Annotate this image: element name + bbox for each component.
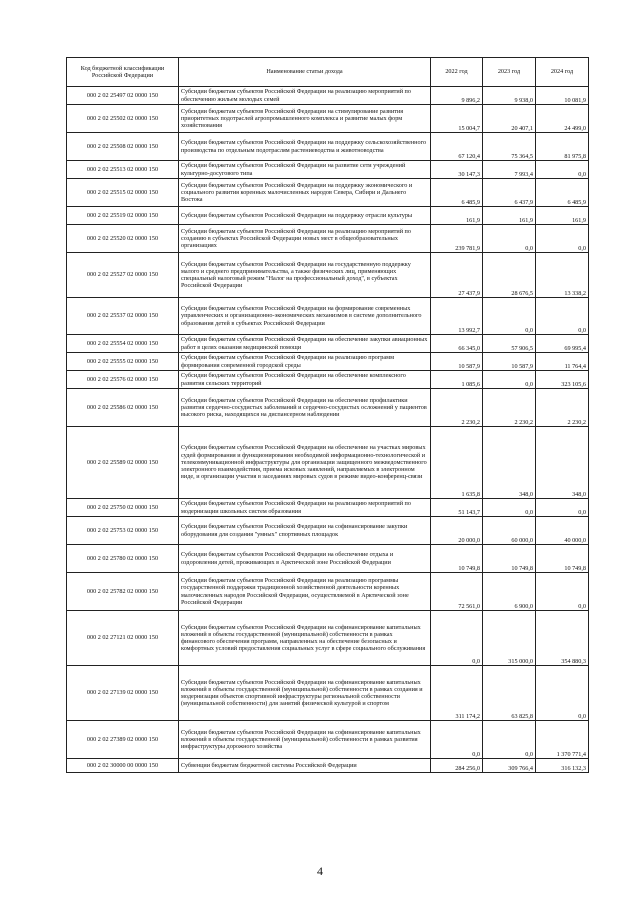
- header-2023: 2023 год: [483, 58, 536, 87]
- table-row: [67, 759, 589, 773]
- row-value-2022: 9 896,2: [431, 87, 483, 105]
- table-row: [67, 133, 589, 161]
- row-code: 000 2 02 25555 02 0000 150: [67, 353, 179, 371]
- row-value-2024: 0,0: [536, 499, 589, 517]
- row-name: Субсидии бюджетам субъектов Российской Федерации на реализацию мероприятий по обеспечению жильем молодых семей: [179, 87, 431, 105]
- row-code: 000 2 02 25750 02 0000 150: [67, 499, 179, 517]
- row-value-2023: 0,0: [483, 499, 536, 517]
- row-value-2023: 10 587,9: [483, 353, 536, 371]
- row-value-2023: 10 749,8: [483, 545, 536, 573]
- row-value-2024: 24 499,0: [536, 105, 589, 133]
- table-row: [67, 353, 589, 371]
- row-value-2023: 28 676,5: [483, 253, 536, 298]
- row-value-2022: 30 147,3: [431, 161, 483, 179]
- row-code: 000 2 02 25508 02 0000 150: [67, 133, 179, 161]
- row-code: 000 2 02 25589 02 0000 150: [67, 427, 179, 499]
- row-code: 000 2 02 25537 02 0000 150: [67, 298, 179, 335]
- table-row: [67, 179, 589, 207]
- row-value-2023: 348,0: [483, 427, 536, 499]
- row-name: Субсидии бюджетам субъектов Российской Федерации на реализацию программ формирования современной городской среды: [179, 353, 431, 371]
- row-value-2023: 20 407,1: [483, 105, 536, 133]
- row-value-2023: 309 766,4: [483, 759, 536, 773]
- row-code: 000 2 02 25780 02 0000 150: [67, 545, 179, 573]
- row-name: Субсидии бюджетам субъектов Российской Федерации на поддержку экономического и социального развития коренных малочисленных народов Севера, Сибири и Дальнего Востока: [179, 179, 431, 207]
- table-row: [67, 207, 589, 225]
- row-value-2022: 72 561,0: [431, 573, 483, 611]
- row-value-2022: 2 230,2: [431, 389, 483, 427]
- row-value-2022: 10 749,8: [431, 545, 483, 573]
- row-code: 000 2 02 25753 02 0000 150: [67, 517, 179, 545]
- row-value-2023: 9 938,0: [483, 87, 536, 105]
- table-row: [67, 105, 589, 133]
- table-row: [67, 87, 589, 105]
- header-name: Наименование статьи дохода: [179, 58, 431, 87]
- header-code: Код бюджетной классификации Российской Федерации: [67, 58, 179, 87]
- table-row: [67, 335, 589, 353]
- row-value-2024: 6 485,9: [536, 179, 589, 207]
- table-row: [67, 517, 589, 545]
- row-value-2022: 13 992,7: [431, 298, 483, 335]
- row-value-2023: 315 000,0: [483, 611, 536, 666]
- row-code: 000 2 02 25576 02 0000 150: [67, 371, 179, 389]
- row-name: Субсидии бюджетам субъектов Российской Федерации на обеспечение на участках мировых судей формирования и функционирования необходимой информационно-технологической и телекоммуникационной инфраструктуры для организации защищенного межведомственного электронного взаимодействия, приема исковых заявлений, направляемых в электронном виде, и организации участия в заседаниях мировых судов в режиме видео-конференц-связи: [179, 427, 431, 499]
- row-value-2024: 0,0: [536, 666, 589, 721]
- table-row: [67, 721, 589, 759]
- row-value-2023: 57 906,5: [483, 335, 536, 353]
- row-value-2024: 1 370 771,4: [536, 721, 589, 759]
- table-row: [67, 573, 589, 611]
- row-code: 000 2 02 25513 02 0000 150: [67, 161, 179, 179]
- table-row: [67, 389, 589, 427]
- row-value-2022: 15 004,7: [431, 105, 483, 133]
- row-name: Субсидии бюджетам субъектов Российской Федерации на поддержку отрасли культуры: [179, 207, 431, 225]
- row-value-2024: 161,9: [536, 207, 589, 225]
- row-value-2023: 7 993,4: [483, 161, 536, 179]
- row-name: Субсидии бюджетам субъектов Российской Федерации на государственную поддержку малого и среднего предпринимательства, а также физических лиц, применяющих специальный налоговый режим "Налог на профессиональный доход", в субъектах Российской Федерации: [179, 253, 431, 298]
- row-name: Субсидии бюджетам субъектов Российской Федерации на софинансирование закупки оборудования для создания "умных" спортивных площадок: [179, 517, 431, 545]
- row-value-2024: 323 105,6: [536, 371, 589, 389]
- row-name: Субсидии бюджетам субъектов Российской Федерации на реализацию мероприятий по созданию в субъектах Российской Федерации новых мест в общеобразовательных организациях: [179, 225, 431, 253]
- row-name: Субсидии бюджетам субъектов Российской Федерации на обеспечение комплексного развития сельских территорий: [179, 371, 431, 389]
- row-code: 000 2 02 25782 02 0000 150: [67, 573, 179, 611]
- row-name: Субсидии бюджетам субъектов Российской Федерации на обеспечение закупки авиационных работ в целях оказания медицинской помощи: [179, 335, 431, 353]
- table-row: [67, 161, 589, 179]
- row-value-2022: 1 635,8: [431, 427, 483, 499]
- row-value-2022: 284 256,0: [431, 759, 483, 773]
- table-row: [67, 427, 589, 499]
- row-value-2022: 6 485,9: [431, 179, 483, 207]
- row-name: Субсидии бюджетам субъектов Российской Федерации на софинансирование капитальных вложений в объекты государственной (муниципальной) собственности в рамках создания и модернизации объектов спортивной инфраструктуры региональной собственности (муниципальной собственности) для занятий физической культурой и спортом: [179, 666, 431, 721]
- row-value-2022: 27 437,9: [431, 253, 483, 298]
- row-value-2024: 0,0: [536, 573, 589, 611]
- row-name: Субвенции бюджетам бюджетной системы Российской Федерации: [179, 759, 431, 773]
- row-value-2024: 0,0: [536, 225, 589, 253]
- page-number: 4: [317, 864, 323, 878]
- table-row: [67, 666, 589, 721]
- row-name: Субсидии бюджетам субъектов Российской Федерации на реализацию программы государственной поддержки традиционной хозяйственной деятельности коренных малочисленных народов Российской Федерации, осуществляемой в Арктической зоне Российской Федерации: [179, 573, 431, 611]
- row-name: Субсидии бюджетам субъектов Российской Федерации на обеспечение профилактики развития сердечно-сосудистых заболеваний и сердечно-сосудистых осложнений у пациентов высокого риска, находящихся на диспансерном наблюдении: [179, 389, 431, 427]
- row-value-2024: 81 975,8: [536, 133, 589, 161]
- row-value-2022: 311 174,2: [431, 666, 483, 721]
- row-code: 000 2 02 30000 00 0000 150: [67, 759, 179, 773]
- row-value-2023: 161,9: [483, 207, 536, 225]
- row-value-2024: 10 749,8: [536, 545, 589, 573]
- row-code: 000 2 02 25502 02 0000 150: [67, 105, 179, 133]
- row-value-2024: 354 880,3: [536, 611, 589, 666]
- table-header-row: [67, 58, 589, 87]
- row-value-2024: 10 081,9: [536, 87, 589, 105]
- row-value-2022: 66 345,0: [431, 335, 483, 353]
- table-row: [67, 499, 589, 517]
- row-code: 000 2 02 27121 02 0000 150: [67, 611, 179, 666]
- budget-revenue-table: [66, 57, 589, 773]
- row-code: 000 2 02 25554 02 0000 150: [67, 335, 179, 353]
- row-value-2024: 13 338,2: [536, 253, 589, 298]
- row-value-2023: 63 825,8: [483, 666, 536, 721]
- row-name: Субсидии бюджетам субъектов Российской Федерации на обеспечение отдыха и оздоровления детей, проживающих в Арктической зоне Российской Федерации: [179, 545, 431, 573]
- row-value-2024: 69 995,4: [536, 335, 589, 353]
- row-value-2023: 0,0: [483, 225, 536, 253]
- row-value-2024: 2 230,2: [536, 389, 589, 427]
- row-value-2023: 6 900,0: [483, 573, 536, 611]
- row-value-2024: 0,0: [536, 298, 589, 335]
- row-value-2022: 10 587,9: [431, 353, 483, 371]
- row-name: Субсидии бюджетам субъектов Российской Федерации на софинансирование капитальных вложений в объекты государственной (муниципальной) собственности в рамках развития инфраструктуры дорожного хозяйства: [179, 721, 431, 759]
- row-code: 000 2 02 25497 02 0000 150: [67, 87, 179, 105]
- row-value-2022: 161,9: [431, 207, 483, 225]
- row-code: 000 2 02 27389 02 0000 150: [67, 721, 179, 759]
- row-name: Субсидии бюджетам субъектов Российской Федерации на развитие сети учреждений культурно-досугового типа: [179, 161, 431, 179]
- header-2024: 2024 год: [536, 58, 589, 87]
- row-code: 000 2 02 25586 02 0000 150: [67, 389, 179, 427]
- row-value-2022: 67 120,4: [431, 133, 483, 161]
- row-value-2024: 0,0: [536, 161, 589, 179]
- row-code: 000 2 02 25520 02 0000 150: [67, 225, 179, 253]
- table-row: [67, 253, 589, 298]
- table-row: [67, 545, 589, 573]
- row-value-2024: 11 764,4: [536, 353, 589, 371]
- row-value-2022: 0,0: [431, 721, 483, 759]
- row-value-2022: 51 143,7: [431, 499, 483, 517]
- row-name: Субсидии бюджетам субъектов Российской Федерации на поддержку сельскохозяйственного производства по отдельным подотраслям растениеводства и животноводства: [179, 133, 431, 161]
- row-name: Субсидии бюджетам субъектов Российской Федерации на стимулирование развития приоритетных подотраслей агропромышленного комплекса и развитие малых форм хозяйствования: [179, 105, 431, 133]
- table-row: [67, 371, 589, 389]
- row-value-2024: 348,0: [536, 427, 589, 499]
- row-value-2023: 0,0: [483, 298, 536, 335]
- header-2022: 2022 год: [431, 58, 483, 87]
- row-value-2024: 316 132,3: [536, 759, 589, 773]
- row-value-2023: 75 364,5: [483, 133, 536, 161]
- row-code: 000 2 02 25515 02 0000 150: [67, 179, 179, 207]
- row-name: Субсидии бюджетам субъектов Российской Федерации на формирование современных управленческих и организационно-экономических механизмов в системе дополнительного образования детей в субъектах Российской Федерации: [179, 298, 431, 335]
- row-code: 000 2 02 27139 02 0000 150: [67, 666, 179, 721]
- table-row: [67, 611, 589, 666]
- row-value-2023: 6 437,9: [483, 179, 536, 207]
- budget-table-container: [66, 57, 588, 773]
- row-value-2022: 1 085,6: [431, 371, 483, 389]
- row-value-2023: 0,0: [483, 721, 536, 759]
- row-value-2023: 0,0: [483, 371, 536, 389]
- row-value-2022: 0,0: [431, 611, 483, 666]
- row-value-2023: 2 230,2: [483, 389, 536, 427]
- row-value-2024: 40 000,0: [536, 517, 589, 545]
- table-row: [67, 225, 589, 253]
- row-value-2022: 239 781,9: [431, 225, 483, 253]
- row-code: 000 2 02 25527 02 0000 150: [67, 253, 179, 298]
- row-name: Субсидии бюджетам субъектов Российской Федерации на реализацию мероприятий по модернизации школьных систем образования: [179, 499, 431, 517]
- row-code: 000 2 02 25519 02 0000 150: [67, 207, 179, 225]
- row-value-2022: 20 000,0: [431, 517, 483, 545]
- row-name: Субсидии бюджетам субъектов Российской Федерации на софинансирование капитальных вложений в объекты государственной (муниципальной) собственности в рамках финансового обеспечения программ, направленных на обеспечение безопасных и комфортных условий предоставления социальных услуг в сфере социального обслуживания: [179, 611, 431, 666]
- table-row: [67, 298, 589, 335]
- row-value-2023: 60 000,0: [483, 517, 536, 545]
